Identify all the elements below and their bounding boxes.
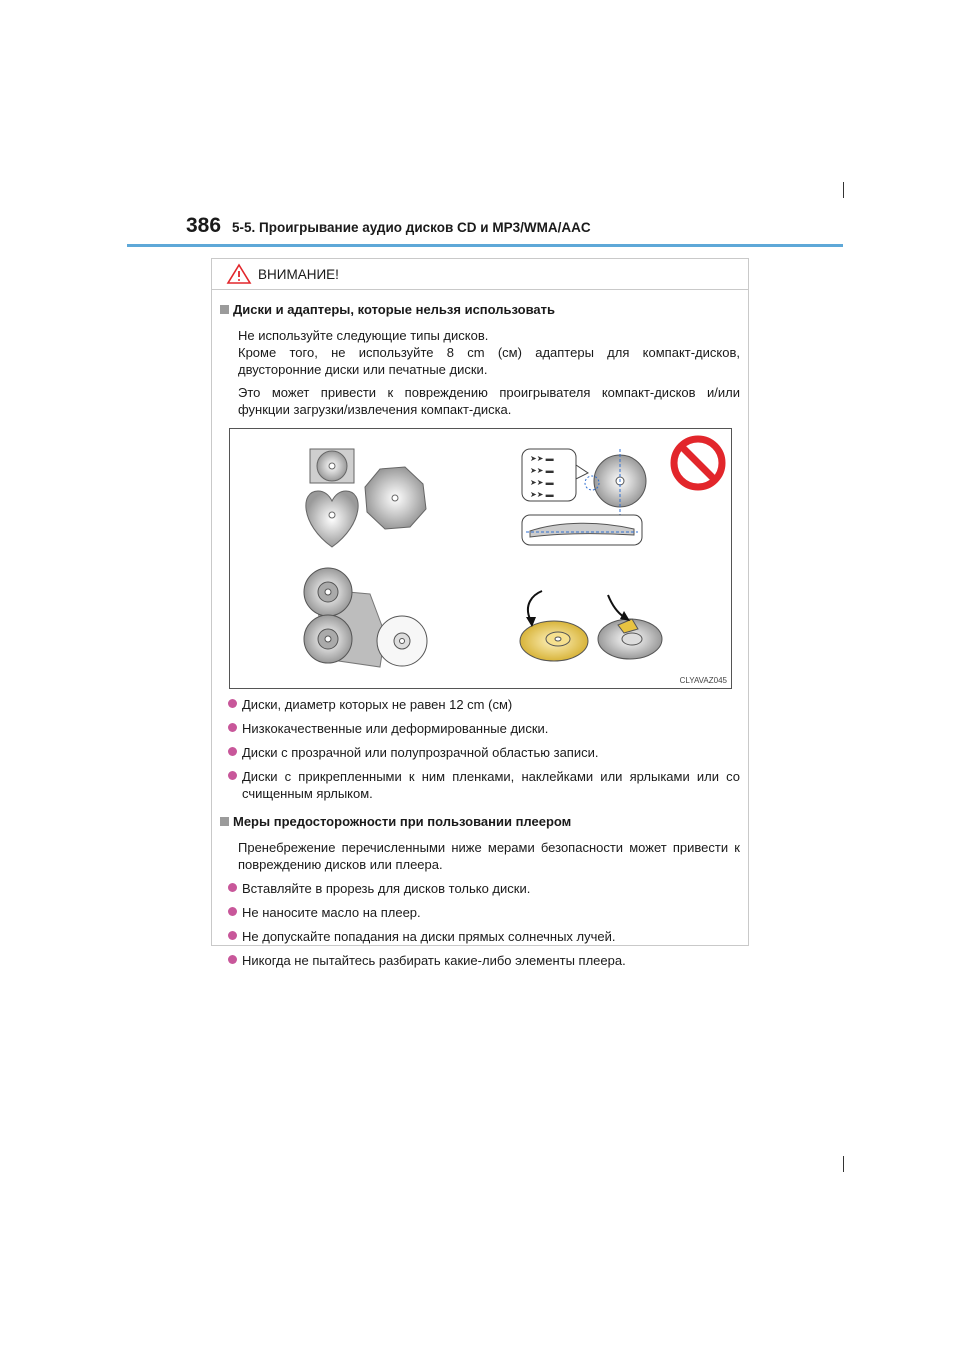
square-marker-icon	[220, 817, 229, 826]
bullet-icon	[228, 955, 237, 964]
list-item: Диски с прозрачной или полупрозрачной областью записи.	[228, 744, 740, 761]
bullet-icon	[228, 723, 237, 732]
list-item: Не наносите масло на плеер.	[228, 904, 740, 921]
bullet-icon	[228, 747, 237, 756]
list-item: Низкокачественные или деформированные диски.	[228, 720, 740, 737]
paragraph: Кроме того, не используйте 8 cm (см) адаптеры для компакт-дисков, двусторонние диски или печатные диски.	[238, 345, 740, 377]
caution-content	[212, 290, 748, 969]
list-item: Диски с прикрепленными к ним пленками, наклейками или ярлыками или со счищенным ярлыком.	[228, 768, 740, 802]
section-heading-unusable-discs: Диски и адаптеры, которые нельзя использовать	[220, 302, 740, 317]
page-number: 386	[186, 214, 222, 237]
bullet-icon	[228, 771, 237, 780]
list-item: Никогда не пытайтесь разбирать какие-либо элементы плеера.	[228, 952, 740, 969]
section-heading-player-precautions: Меры предосторожности при пользовании плеером	[220, 814, 740, 829]
caution-box	[211, 258, 749, 968]
bullet-icon	[228, 931, 237, 940]
chapter-title: 5-5. Проигрывание аудио дисков CD и MP3/WMA/AAC	[232, 220, 591, 235]
caution-title: ВНИМАНИЕ!	[258, 266, 339, 282]
deformed-disc-icon	[522, 449, 646, 545]
paragraph: Не используйте следующие типы дисков.	[238, 328, 489, 343]
svg-text:➤➤ ▬: ➤➤ ▬	[530, 454, 554, 463]
unusable-discs-figure	[229, 428, 732, 689]
octagon-disc-icon	[365, 467, 426, 529]
crop-mark-bottom	[843, 1156, 844, 1172]
paragraph: Это может привести к повреждению проигрывателя компакт-дисков и/или функции загрузки/извлечения компакт-диска.	[238, 385, 740, 417]
svg-text:➤➤ ▬: ➤➤ ▬	[530, 466, 554, 475]
heart-disc-icon	[306, 491, 358, 547]
square-marker-icon	[220, 305, 229, 314]
adapter-discs-icon	[304, 568, 427, 667]
prohibited-icon	[674, 439, 722, 487]
bullet-icon	[228, 907, 237, 916]
header-rule	[127, 244, 843, 247]
bullet-icon	[228, 883, 237, 892]
discs-illustration	[230, 429, 731, 688]
warning-triangle-icon	[226, 263, 252, 285]
label-sticker-discs-icon	[520, 591, 662, 661]
crop-mark-top	[843, 182, 844, 198]
list-item: Вставляйте в прорезь для дисков только диски.	[228, 880, 740, 897]
list-item: Диски, диаметр которых не равен 12 cm (см)	[228, 696, 740, 713]
bullet-icon	[228, 699, 237, 708]
svg-text:➤➤ ▬: ➤➤ ▬	[530, 478, 554, 487]
figure-code: CLYAVAZ045	[679, 676, 727, 685]
caution-header	[212, 259, 748, 290]
svg-text:➤➤ ▬: ➤➤ ▬	[530, 490, 554, 499]
list-item: Не допускайте попадания на диски прямых солнечных лучей.	[228, 928, 740, 945]
paragraph: Пренебрежение перечисленными ниже мерами безопасности может привести к повреждению дисков или плеера.	[238, 840, 740, 872]
square-disc-icon	[310, 449, 354, 483]
